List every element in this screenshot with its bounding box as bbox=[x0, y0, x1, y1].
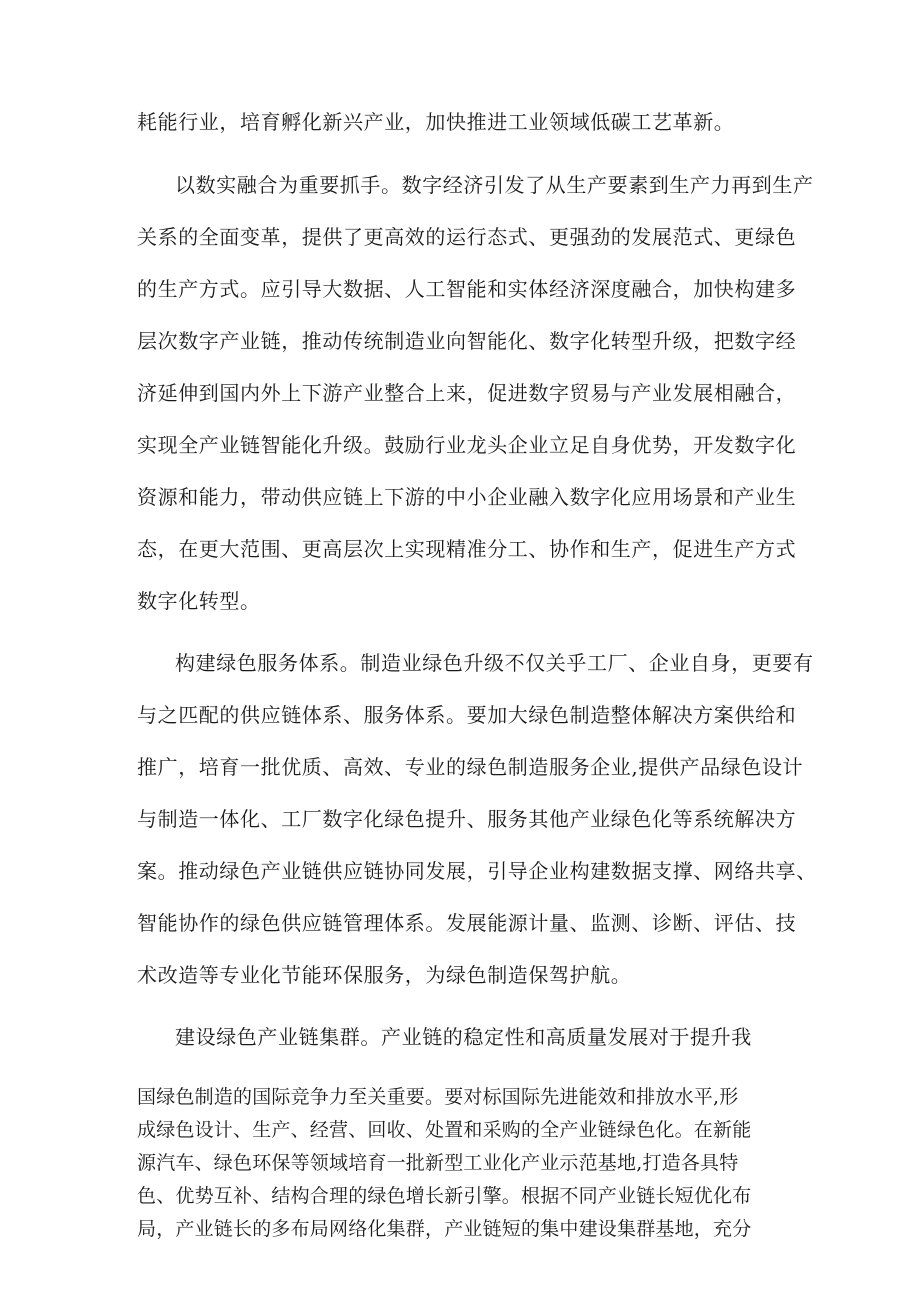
text-line: 实现全产业链智能化升级。鼓励行业龙头企业立足自身优势，开发数字化 bbox=[137, 433, 797, 457]
paragraph-heading-line: 以数实融合为重要抓手。数字经济引发了从生产要素到生产力再到生产 bbox=[175, 173, 814, 197]
text-line: 案。推动绿色产业链供应链协同发展，引导企业构建数据支撑、网络共享、 bbox=[137, 859, 817, 883]
text-line: 态，在更大范围、更高层次上实现精准分工、协作和生产，促进生产方式 bbox=[137, 537, 797, 561]
text-line: 与之匹配的供应链体系、服务体系。要加大绿色制造整体解决方案供给和 bbox=[137, 703, 797, 727]
text-line: 数字化转型。 bbox=[137, 589, 261, 613]
paragraph-heading-line: 建设绿色产业链集群。产业链的稳定性和高质量发展对于提升我 bbox=[175, 1025, 752, 1049]
text-line: 推广，培育一批优质、高效、专业的绿色制造服务企业,提供产品绿色设计 bbox=[137, 755, 804, 779]
text-line: 成绿色设计、生产、经营、回收、处置和采购的全产业链绿色化。在新能 bbox=[137, 1119, 752, 1141]
text-line: 国绿色制造的国际竞争力至关重要。要对标国际先进能效和排放水平,形 bbox=[137, 1086, 739, 1108]
text-line: 与制造一体化、工厂数字化绿色提升、服务其他产业绿色化等系统解决方 bbox=[137, 807, 797, 831]
text-line: 济延伸到国内外上下游产业整合上来，促进数字贸易与产业发展相融合， bbox=[137, 381, 797, 405]
text-line: 耗能行业，培育孵化新兴产业，加快推进工业领域低碳工艺革新。 bbox=[137, 110, 735, 134]
text-line: 局，产业链长的多布局网络化集群，产业链短的集中建设集群基地，充分 bbox=[137, 1218, 752, 1240]
text-line: 源汽车、绿色环保等领域培育一批新型工业化产业示范基地,打造各具特 bbox=[137, 1152, 739, 1174]
text-line: 关系的全面变革，提供了更高效的运行态式、更强劲的发展范式、更绿色 bbox=[137, 225, 797, 249]
text-line: 层次数字产业链，推动传统制造业向智能化、数字化转型升级，把数字经 bbox=[137, 329, 797, 353]
text-line: 术改造等专业化节能环保服务，为绿色制造保驾护航。 bbox=[137, 963, 632, 987]
text-line: 的生产方式。应引导大数据、人工智能和实体经济深度融合，加快构建多 bbox=[137, 277, 797, 301]
text-line: 色、优势互补、结构合理的绿色增长新引擎。根据不同产业链长短优化布 bbox=[137, 1185, 752, 1207]
paragraph-heading-line: 构建绿色服务体系。制造业绿色升级不仅关乎工厂、企业自身，更要有 bbox=[175, 651, 814, 675]
text-line: 资源和能力，带动供应链上下游的中小企业融入数字化应用场景和产业生 bbox=[137, 485, 797, 509]
text-line: 智能协作的绿色供应链管理体系。发展能源计量、监测、诊断、评估、技 bbox=[137, 911, 797, 935]
